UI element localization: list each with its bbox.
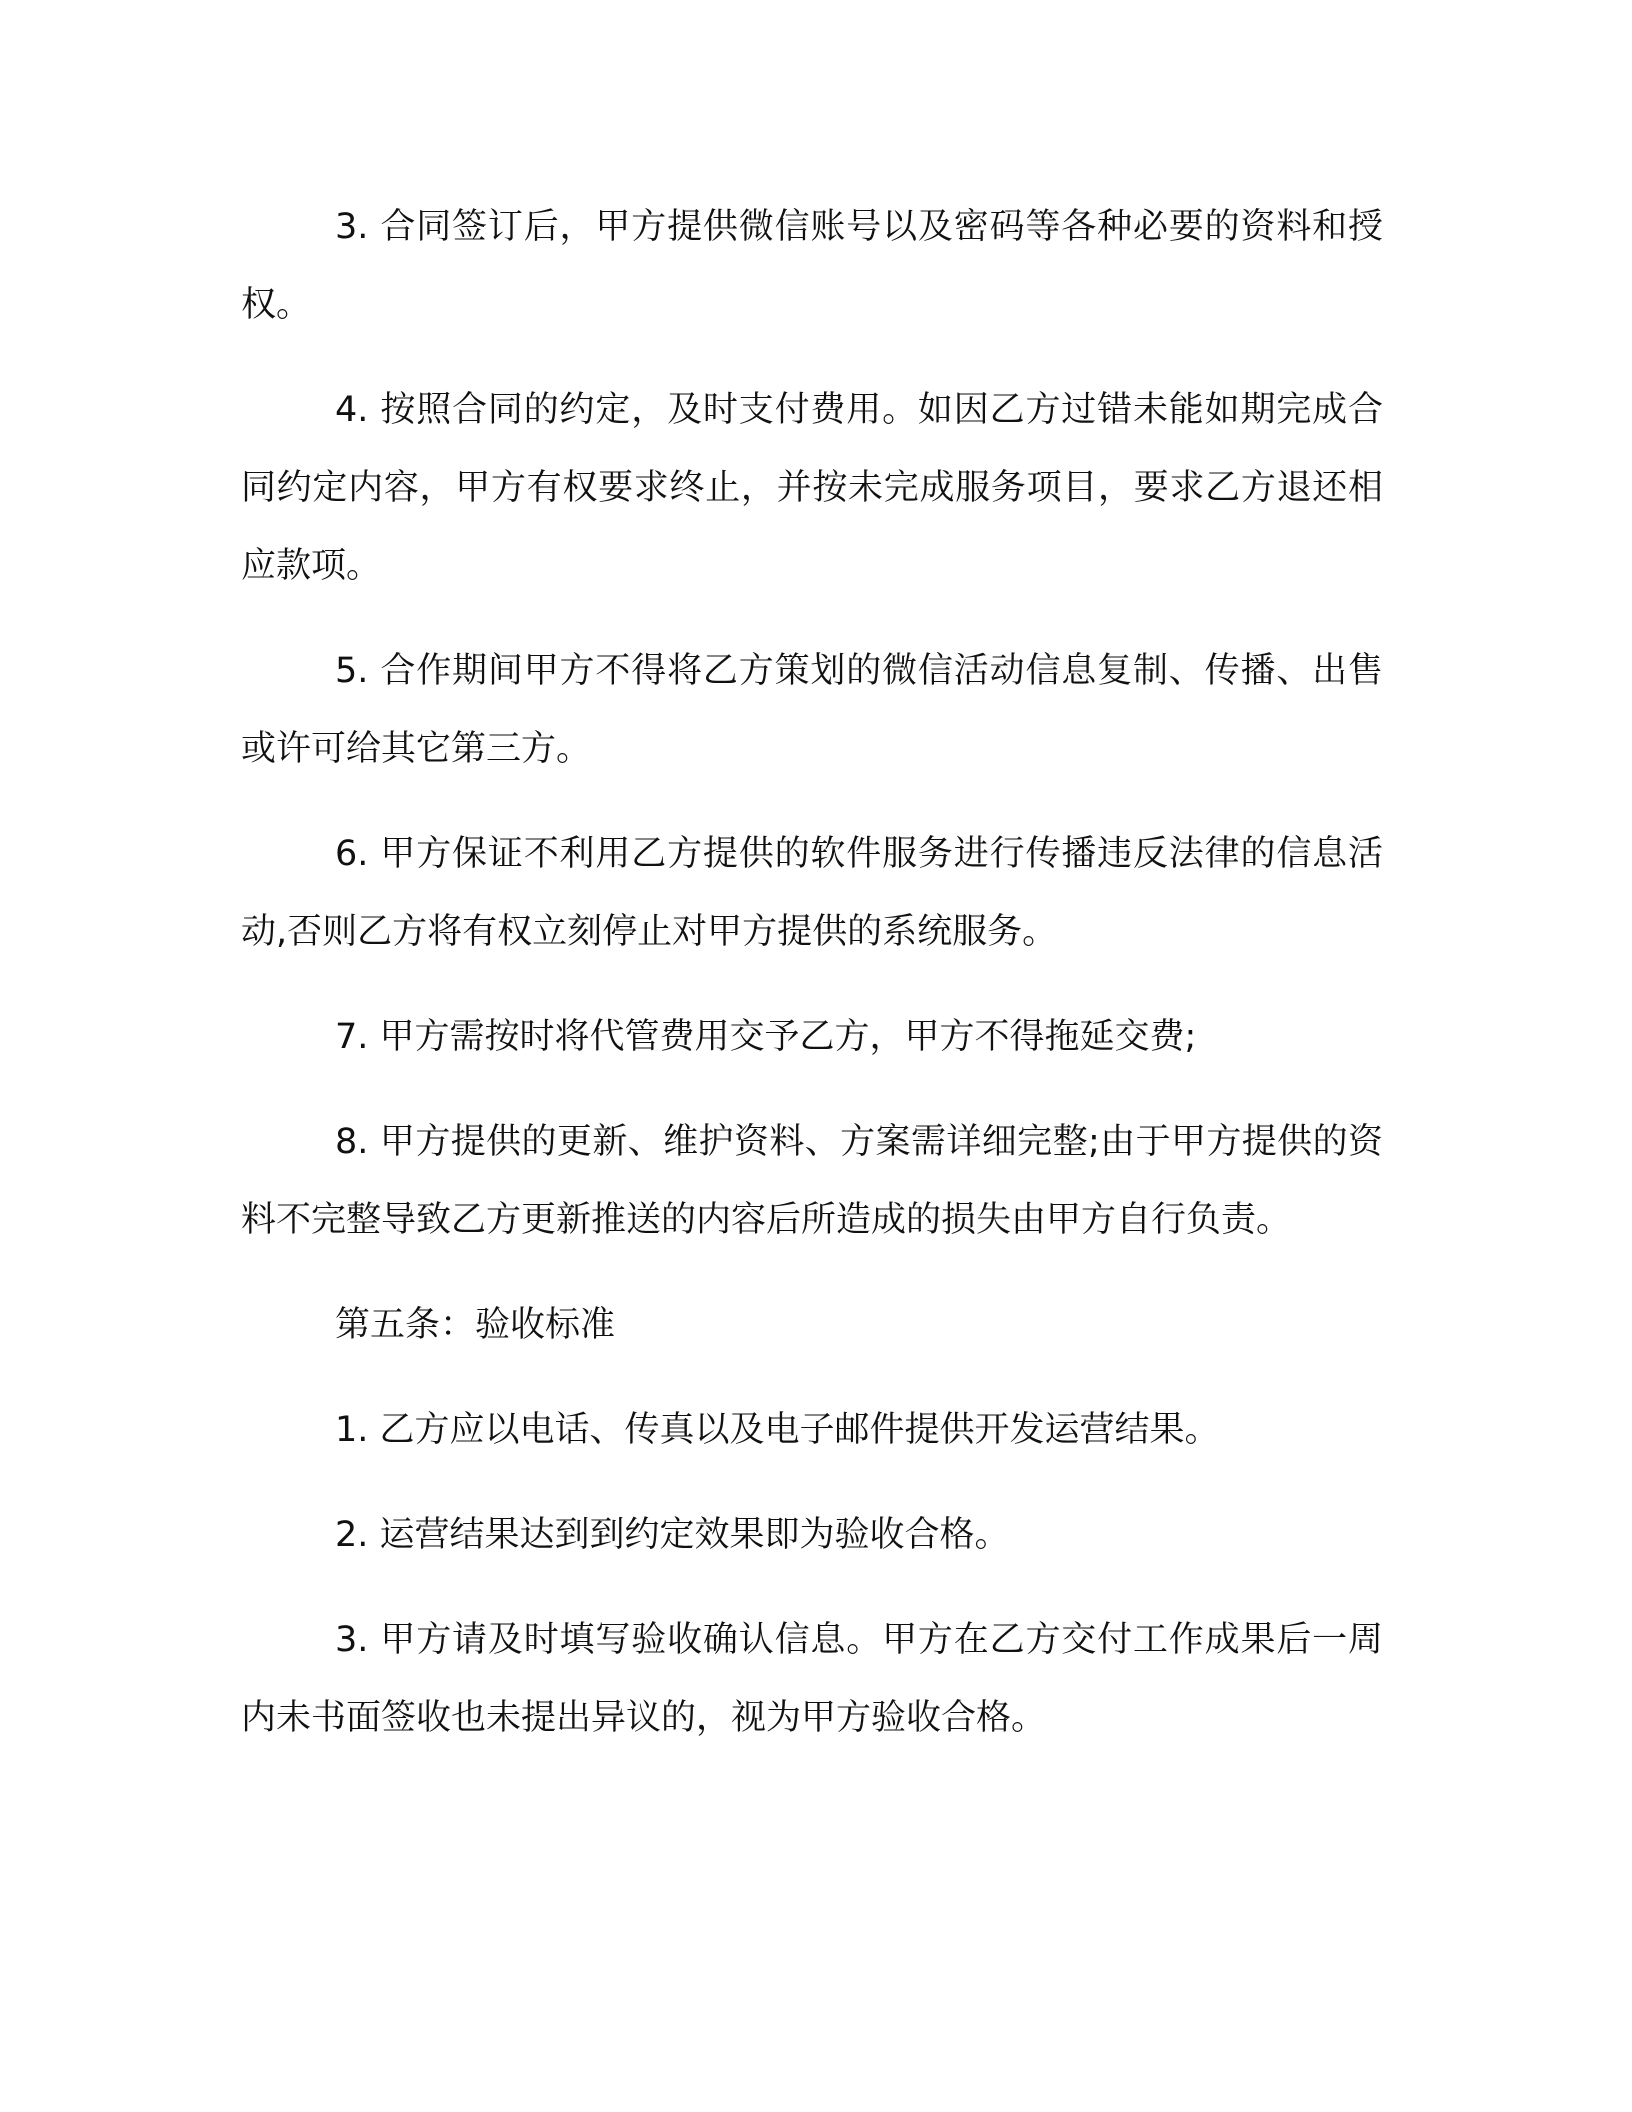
section-heading-acceptance: 第五条：验收标准 [335,1305,616,1345]
clause-4-payment: 4. 按照合同的约定，及时支付费用。如因乙方过错未能如期完成合同约定内容，甲方有权要求终止，并按未完成服务项目，要求乙方退还相应款项。 [241,390,1383,586]
clause-7-fees: 7. 甲方需按时将代管费用交予乙方，甲方不得拖延交费; [335,1017,1197,1057]
clause-5-confidentiality: 5. 合作期间甲方不得将乙方策划的微信活动信息复制、传播、出售或许可给其它第三方。 [241,651,1383,769]
clause-8-materials: 8. 甲方提供的更新、维护资料、方案需详细完整;由于甲方提供的资料不完整导致乙方更新推送的内容后所造成的损失由甲方自行负责。 [241,1122,1383,1240]
acceptance-clause-2: 2. 运营结果达到到约定效果即为验收合格。 [335,1515,1010,1555]
clause-6-legal-use: 6. 甲方保证不利用乙方提供的软件服务进行传播违反法律的信息活动,否则乙方将有权立刻停止对甲方提供的系统服务。 [241,834,1383,952]
clause-3-provide-account: 3. 合同签订后，甲方提供微信账号以及密码等各种必要的资料和授权。 [241,207,1383,325]
acceptance-clause-3: 3. 甲方请及时填写验收确认信息。甲方在乙方交付工作成果后一周内未书面签收也未提出异议的，视为甲方验收合格。 [241,1620,1383,1738]
acceptance-clause-1: 1. 乙方应以电话、传真以及电子邮件提供开发运营结果。 [335,1410,1220,1450]
document-body [241,188,1383,1784]
